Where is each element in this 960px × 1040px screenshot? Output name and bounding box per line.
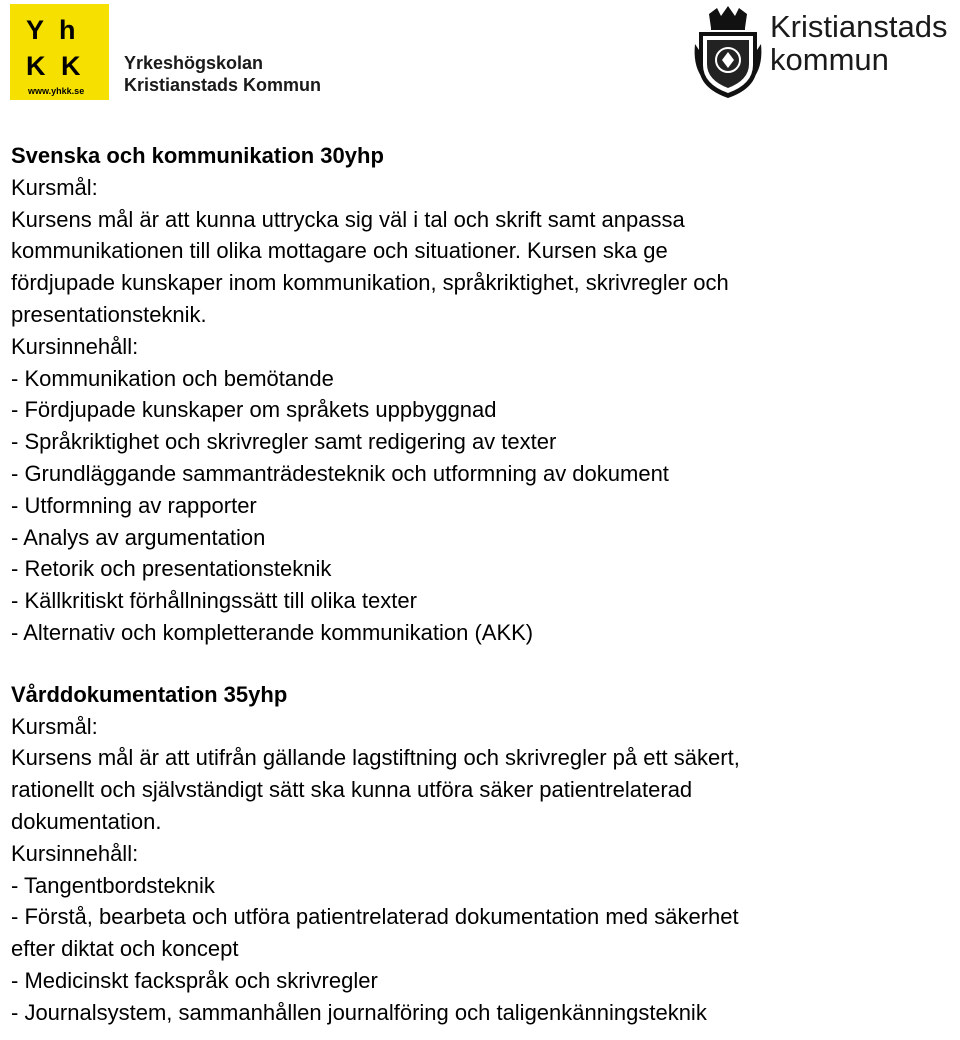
- goal-line: Kursens mål är att utifrån gällande lagstiftning och skrivregler på ett säkert,: [11, 745, 740, 771]
- course-title: Svenska och kommunikation 30yhp: [11, 143, 384, 168]
- kommun-logo-name: Kristianstads kommun: [770, 9, 948, 77]
- content-item: - Grundläggande sammanträdesteknik och utformning av dokument: [11, 460, 669, 486]
- content-item: - Retorik och presentationsteknik: [11, 556, 332, 582]
- content-label: Kursinnehåll:: [11, 333, 139, 359]
- content-item: - Medicinskt fackspråk och skrivregler: [11, 967, 378, 993]
- content-item: - Källkritiskt förhållningssätt till olika texter: [11, 588, 417, 614]
- goal-line: presentationsteknik.: [11, 301, 207, 327]
- content-item: efter diktat och koncept: [11, 936, 239, 962]
- yh-logo-name: Yrkeshögskolan Kristianstads Kommun: [124, 53, 322, 95]
- content-item: - Språkriktighet och skrivregler samt redigering av texter: [11, 429, 557, 455]
- content-item: - Journalsystem, sammanhållen journalföring och taligenkänningsteknik: [11, 999, 707, 1025]
- content-item: - Förstå, bearbeta och utföra patientrelaterad dokumentation med säkerhet: [11, 904, 739, 930]
- yh-logo-url: www.yhkk.se: [28, 86, 85, 96]
- goal-line: fördjupade kunskaper inom kommunikation, språkriktighet, skrivregler och: [11, 270, 729, 296]
- content-item: - Fördjupade kunskaper om språkets uppbyggnad: [11, 397, 497, 423]
- goal-label: Kursmål:: [11, 174, 98, 200]
- content-item: - Kommunikation och bemötande: [11, 365, 334, 391]
- goal-line: rationellt och självständigt sätt ska kunna utföra säker patientrelaterad: [11, 777, 693, 803]
- coat-of-arms-icon: [693, 4, 763, 100]
- goal-line: Kursens mål är att kunna uttrycka sig väl i tal och skrift samt anpassa: [11, 206, 685, 232]
- content-item: - Tangentbordsteknik: [11, 872, 215, 898]
- page-header: [0, 0, 960, 110]
- goal-label: Kursmål:: [11, 713, 98, 739]
- goal-line: kommunikationen till olika mottagare och situationer. Kursen ska ge: [11, 238, 668, 264]
- content-item: - Analys av argumentation: [11, 524, 266, 550]
- course-title: Vårddokumentation 35yhp: [11, 681, 288, 707]
- section-gap: [11, 649, 951, 679]
- content-label: Kursinnehåll:: [11, 840, 139, 866]
- goal-line: dokumentation.: [11, 808, 162, 834]
- course-descriptions: [11, 140, 951, 1029]
- content-item: - Utformning av rapporter: [11, 492, 257, 518]
- yh-logo: [10, 4, 109, 100]
- content-item: - Alternativ och kompletterande kommunikation (AKK): [11, 619, 534, 645]
- yh-logo-letters: Y h K K: [26, 15, 85, 81]
